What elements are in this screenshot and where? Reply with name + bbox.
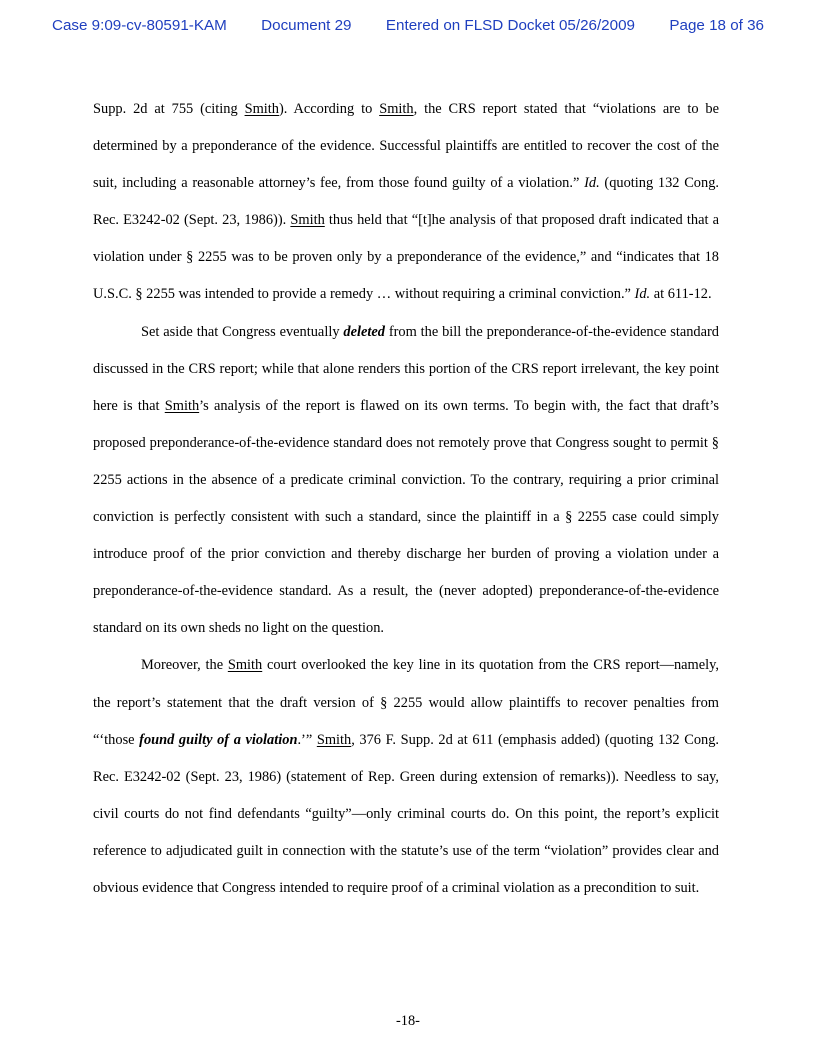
text-run: Moreover, the	[141, 657, 228, 674]
text-run: thus held that “[t]he analysis of that proposed draft indicated that a violation under § 2255 was to be proven only by a preponderance of the evidence,” and “indicates that 18 U.S.C. § 2255 was intended to provide a remedy … without requiring a criminal conviction.”	[93, 212, 719, 303]
paragraph-3	[93, 647, 719, 907]
body-text	[93, 91, 719, 907]
text-run: court overlooked the key line in its quotation from the CRS report—namely, the report’s statement that the draft version of § 2255 would allow plaintiffs to recover penalties from “‘those	[93, 657, 719, 748]
id-citation: Id.	[584, 175, 600, 192]
id-citation: Id.	[634, 286, 651, 303]
text-run: .’”	[297, 731, 317, 748]
case-citation-smith: Smith	[379, 101, 414, 117]
text-run: ’s analysis of the report is flawed on its own terms. To begin with, the fact that draft’s proposed preponderance-of-the-evidence standard does not remotely prove that Congress sought to permit § 2255 actions in the absence of a predicate criminal conviction. To the contrary, requiring a prior criminal conviction is perfectly consistent with such a standard, since the plaintiff in a § 2255 case could simply introduce proof of the prior conviction and thereby discharge her burden of proving a violation under a preponderance-of-the-evidence standard. As a result, the (never adopted) preponderance-of-the-evidence standard on its own sheds no light on the question.	[93, 397, 719, 637]
docket-header	[52, 17, 764, 34]
emphasis-found-guilty: found guilty of a violation	[139, 731, 298, 748]
text-run: Set aside that Congress eventually	[141, 323, 344, 340]
text-run: , the CRS report stated that “violations are to be determined by a preponderance of the evidence. Successful plaintiffs are entitled to recover the cost of the suit, including a reasonable attorney’s fee, from those found guilty of a violation.”	[93, 101, 719, 192]
case-number: Case 9:09-cv-80591-KAM	[52, 17, 227, 34]
text-run: (quoting 132 Cong. Rec. E3242-02 (Sept. 23, 1986)).	[93, 175, 719, 229]
case-citation-smith: Smith	[164, 397, 200, 414]
document-number: Document 29	[261, 17, 352, 34]
paragraph-2	[93, 314, 719, 648]
docket-entry: Entered on FLSD Docket 05/26/2009	[385, 17, 635, 34]
text-run: , 376 F. Supp. 2d at 611 (emphasis added) (quoting 132 Cong. Rec. E3242-02 (Sept. 23, 1986) (statement of Rep. Green during extension of remarks)). Needless to say, civil courts do not find defendants “guilty”—only criminal courts do. On this point, the report’s explicit reference to adjudicated guilt in connection with the statute’s use of the term “violation” provides clear and obvious evidence that Congress intended to require proof of a criminal violation as a precondition to suit.	[93, 731, 720, 896]
page-number: -18-	[396, 1013, 420, 1029]
page-of-total: Page 18 of 36	[669, 17, 764, 34]
text-run: from the bill the preponderance-of-the-evidence standard discussed in the CRS report; while that alone renders this portion of the CRS report irrelevant, the key point here is that	[93, 323, 720, 414]
case-citation-smith: Smith	[244, 101, 279, 117]
case-citation-smith: Smith	[227, 657, 263, 674]
text-run: at 611-12.	[650, 286, 712, 303]
case-citation-smith: Smith	[290, 212, 325, 229]
text-run: ). According to	[278, 101, 380, 117]
case-citation-smith: Smith	[316, 731, 352, 748]
paragraph-1	[93, 91, 719, 314]
emphasis-deleted: deleted	[343, 323, 385, 340]
text-run: Supp. 2d at 755 (citing	[93, 101, 245, 117]
